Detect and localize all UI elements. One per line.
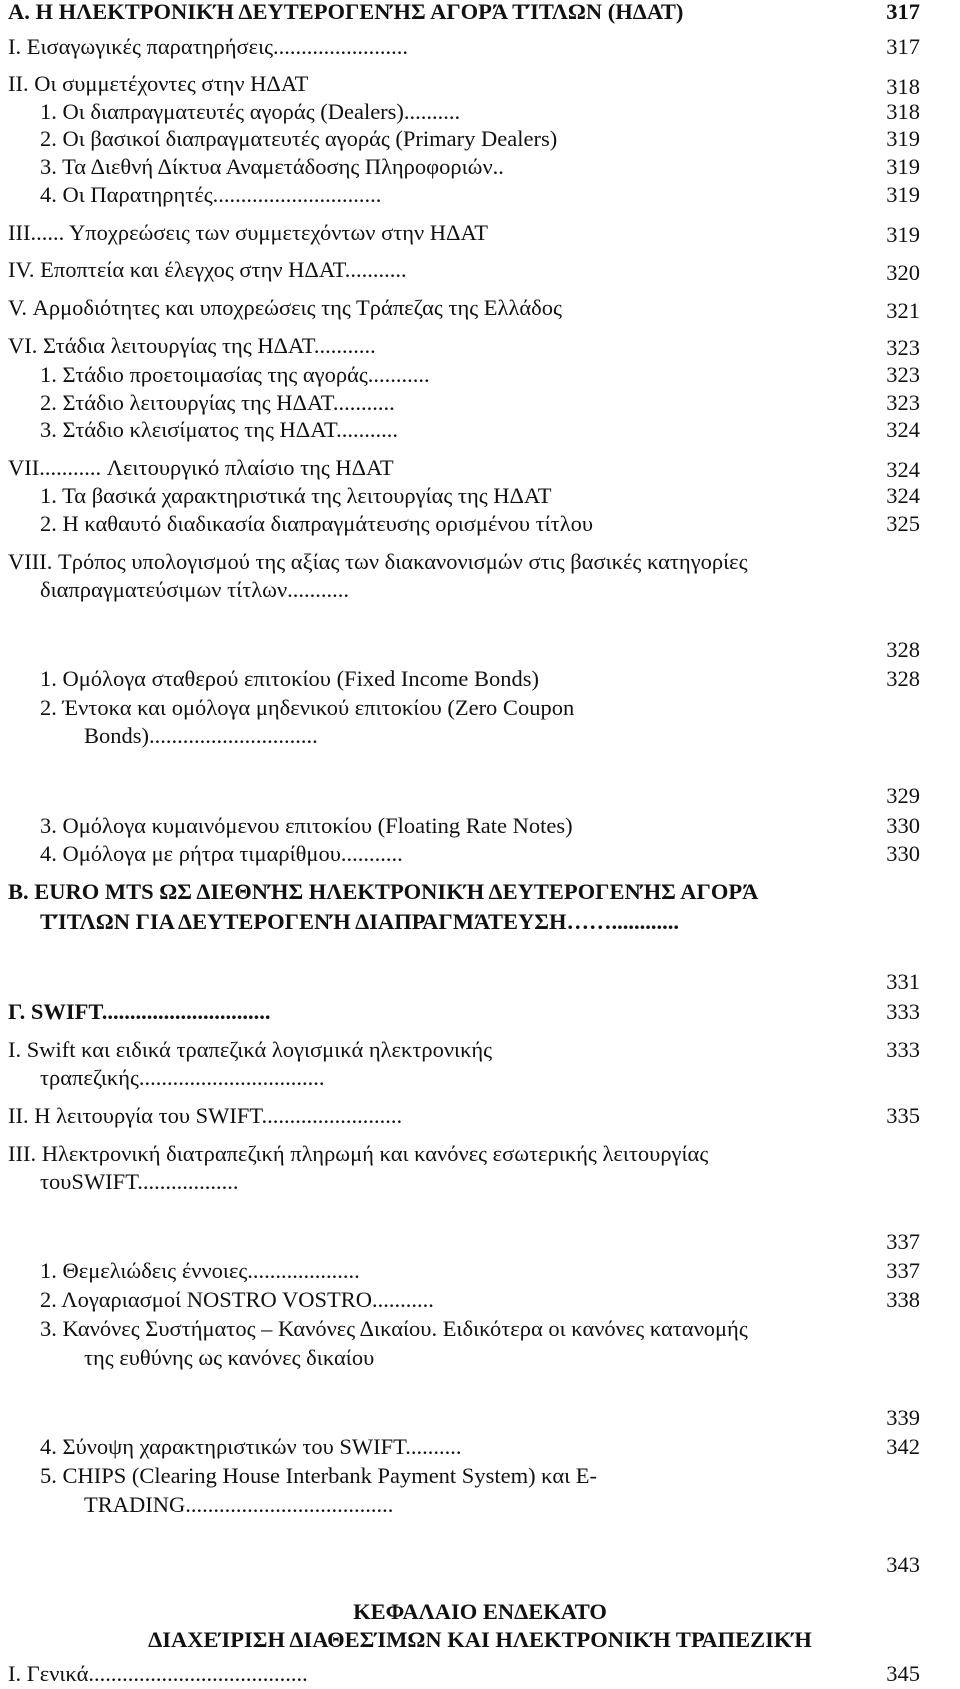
toc-entry: ΙΙ. Η λειτουργία του SWIFT......................... [8,1103,403,1128]
toc-entry: 3. Ομόλογα κυμαινόμενου επιτοκίου (Floating Rate Notes) [40,813,573,838]
page-number: 337 [886,1258,920,1283]
page-number: 318 [886,74,920,99]
page-number: 338 [886,1287,920,1312]
toc-entry: 3. Στάδιο κλεισίματος της ΗΔΑΤ........... [40,417,398,442]
toc-entry-continuation: TRADING..................................... [84,1492,394,1517]
page-number: 324 [886,417,920,442]
page-number: 320 [886,260,920,285]
page-number: 324 [886,457,920,482]
toc-entry: 3. Κανόνες Συστήματος – Κανόνες Δικαίου. Ειδικότερα οι κανόνες κατανομής [40,1316,748,1341]
toc-entry: 2. Έντοκα και ομόλογα μηδενικού επιτοκίου (Zero Coupon [40,695,575,720]
chapter-subtitle: ΔΙΑΧΕΊΡΙΣΗ ΔΙΑΘΕΣΊΜΩΝ ΚΑΙ ΗΛΕΚΤΡΟΝΙΚΉ ΤΡΑΠΕΖΙΚΉ [148,1627,812,1652]
toc-entry: ΙΙΙ. Ηλεκτρονική διατραπεζική πληρωμή και κανόνες εσωτερικής λειτουργίας [8,1141,709,1166]
toc-entry: 2. Η καθαυτό διαδικασία διαπραγμάτευσης ορισμένου τίτλου [40,511,594,536]
toc-entry: IV. Εποπτεία και έλεγχος στην ΗΔΑΤ........... [8,257,407,282]
page-number: 319 [886,154,920,179]
toc-entry: ΙΙΙ...... Υποχρεώσεις των συμμετεχόντων στην ΗΔΑΤ [8,220,489,245]
toc-entry: 2. Λογαριασμοί NOSTRO VOSTRO........... [40,1287,434,1312]
toc-entry: 2. Στάδιο λειτουργίας της ΗΔΑΤ........... [40,390,395,415]
toc-entry-a-title: Α. Η ΗΛΕΚΤΡΟΝΙΚΉ ΔΕΥΤΕΡΟΓΕΝΉΣ ΑΓΟΡΆ ΤΊΤΛΩΝ (ΗΔΑΤ) [8,0,684,24]
toc-entry-continuation: της ευθύνης ως κανόνες δικαίου [84,1345,375,1370]
toc-entry-continuation: ΤΊΤΛΩΝ ΓΙΑ ΔΕΥΤΕΡΟΓΕΝΉ ΔΙΑΠΡΑΓΜΆΤΕΥΣΗ……............ [40,909,679,934]
toc-entry-continuation: Bonds).............................. [84,723,318,748]
page-number: 323 [886,362,920,387]
toc-entry: 3. Τα Διεθνή Δίκτυα Αναμετάδοσης Πληροφοριών.. [40,154,504,179]
toc-entry: 4. Σύνοψη χαρακτηριστικών του SWIFT.......... [40,1434,462,1459]
page-number: 331 [886,969,920,994]
page-number: 325 [886,511,920,536]
toc-entry: 1. Στάδιο προετοιμασίας της αγοράς........... [40,362,430,387]
page-number: 339 [886,1405,920,1430]
page-number: 317 [886,0,920,24]
toc-entry: Ι. Γενικά....................................... [8,1661,308,1686]
page-number: 342 [886,1434,920,1459]
toc-entry: 4. Οι Παρατηρητές.............................. [40,182,382,207]
toc-entry-b-title: Β. EURO MTS ΩΣ ΔΙΕΘΝΉΣ ΗΛΕΚΤΡΟΝΙΚΉ ΔΕΥΤΕΡΟΓΕΝΉΣ ΑΓΟΡΆ [8,879,759,904]
toc-entry: 1. Θεμελιώδεις έννοιες.................... [40,1258,360,1283]
toc-entry: VI. Στάδια λειτουργίας της ΗΔΑΤ........... [8,333,376,358]
chapter-title: ΚΕΦΑΛΑΙΟ ΕΝΔΕΚΑΤΟ [353,1599,607,1624]
page-number: 337 [886,1229,920,1254]
page-number: 330 [886,813,920,838]
page-number: 319 [886,222,920,247]
toc-entry: ΙΙ. Οι συμμετέχοντες στην ΗΔΑΤ [8,71,309,96]
page-number: 319 [886,182,920,207]
page-number: 317 [886,34,920,59]
toc-entry-continuation: τραπεζικής................................. [40,1065,325,1090]
toc-entry: Ι. Εισαγωγικές παρατηρήσεις........................ [8,34,409,59]
toc-entry: 1. Τα βασικά χαρακτηριστικά της λειτουργίας της ΗΔΑΤ [40,483,552,508]
page-number: 328 [886,666,920,691]
toc-entry: V. Αρμοδιότητες και υποχρεώσεις της Τράπεζας της Ελλάδος [8,295,562,320]
page-number: 329 [886,783,920,808]
page-number: 345 [886,1661,920,1686]
toc-entry: 1. Οι διαπραγματευτές αγοράς (Dealers).......... [40,99,461,124]
page-number: 318 [886,99,920,124]
toc-entry: Ι. Swift και ειδικά τραπεζικά λογισμικά ηλεκτρονικής [8,1037,493,1062]
page-number: 323 [886,390,920,415]
toc-entry-c-title: Γ. SWIFT.............................. [8,999,271,1024]
page-number: 333 [886,1037,920,1062]
page-number: 330 [886,841,920,866]
page-number: 321 [886,298,920,323]
toc-entry: 4. Ομόλογα με ρήτρα τιμαρίθμου........... [40,841,403,866]
page-number: 319 [886,126,920,151]
toc-entry-continuation: τουSWIFT.................. [40,1169,239,1194]
toc-entry-continuation: διαπραγματεύσιμων τίτλων........... [40,577,350,602]
toc-entry: VIII. Τρόπος υπολογισμού της αξίας των διακανονισμών στις βασικές κατηγορίες [8,549,748,574]
page-number: 328 [886,637,920,662]
page-number: 333 [886,999,920,1024]
toc-entry: 2. Οι βασικοί διαπραγματευτές αγοράς (Primary Dealers) [40,126,558,151]
toc-entry: 5. CHIPS (Clearing House Interbank Payment System) και E- [40,1463,598,1488]
page-number: 324 [886,483,920,508]
toc-entry: 1. Ομόλογα σταθερού επιτοκίου (Fixed Income Bonds) [40,666,540,691]
page-number: 343 [886,1552,920,1577]
toc-entry: VII........... Λειτουργικό πλαίσιο της ΗΔΑΤ [8,455,394,480]
page-number: 323 [886,335,920,360]
page-number: 335 [886,1103,920,1128]
